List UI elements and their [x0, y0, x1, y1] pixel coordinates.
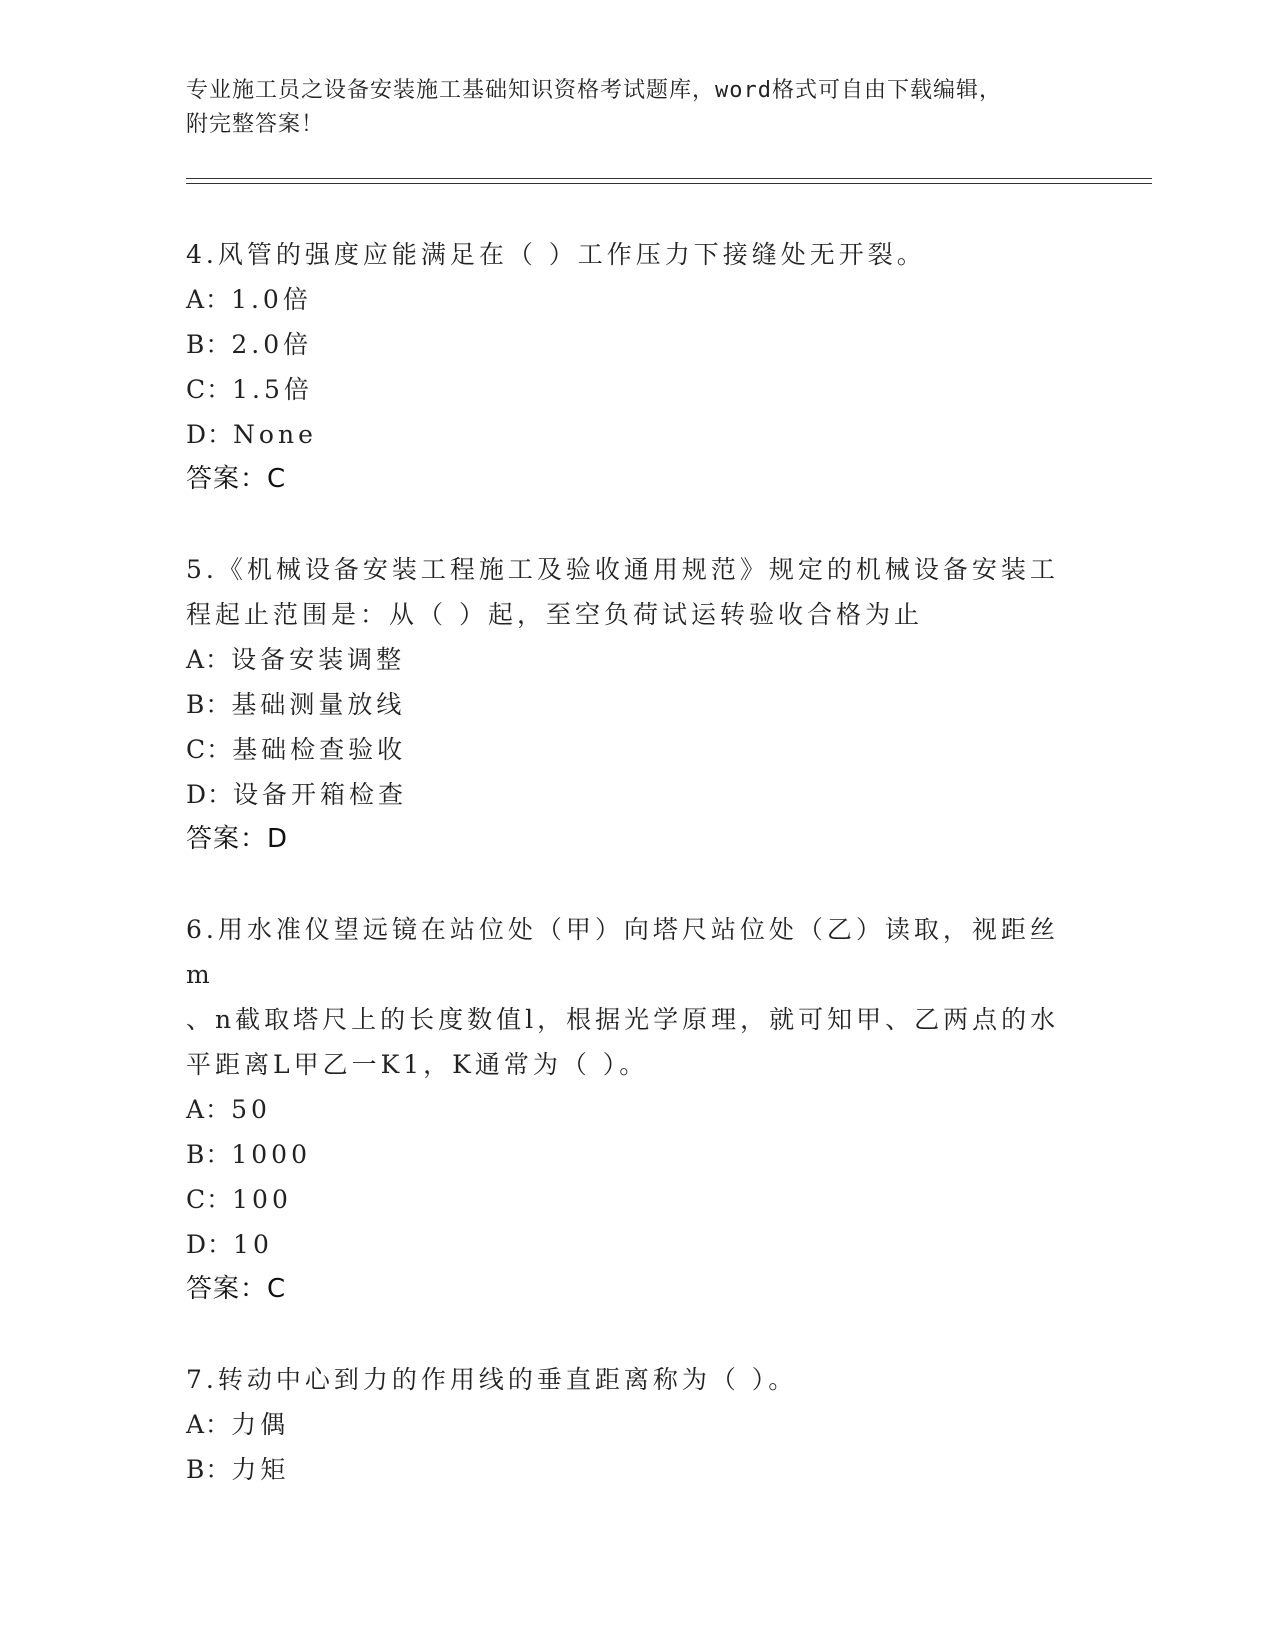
option-text: 1.5倍 — [232, 375, 313, 404]
option-letter: B： — [186, 330, 232, 359]
option-text: 设备安装调整 — [231, 645, 406, 674]
question-7 — [186, 1357, 1086, 1492]
option-text: None — [233, 420, 317, 449]
option-letter: C： — [186, 1185, 233, 1214]
answer-line: 答案：C — [186, 1274, 287, 1304]
option-a — [186, 1087, 1086, 1132]
option-a — [186, 277, 1086, 322]
header-line-1: 专业施工员之设备安装施工基础知识资格考试题库，word格式可自由下载编辑， — [186, 78, 1002, 103]
question-stem: 7.转动中心到力的作用线的垂直距离称为（ ）。 — [186, 1365, 798, 1394]
answer-line: 答案：C — [186, 464, 287, 494]
option-text: 基础测量放线 — [231, 690, 406, 719]
answer-line: 答案：D — [186, 824, 289, 854]
option-text: 基础检查验收 — [232, 735, 407, 764]
option-c — [186, 1177, 1086, 1222]
option-letter: D： — [186, 1230, 234, 1259]
question-stem-line-2: 、n截取塔尺上的长度数值l，根据光学原理，就可知甲、乙两点的水 — [186, 1005, 1060, 1034]
option-d — [186, 1222, 1086, 1267]
option-letter: D： — [186, 420, 234, 449]
question-stem-line-2: 程起止范围是：从（ ）起，至空负荷试运转验收合格为止 — [186, 600, 923, 629]
header-divider-bottom — [186, 183, 1152, 184]
option-letter: B： — [186, 690, 232, 719]
option-text: 力偶 — [231, 1410, 290, 1439]
option-text: 50 — [231, 1095, 271, 1124]
question-5 — [186, 547, 1086, 862]
option-text: 100 — [232, 1185, 292, 1214]
question-list — [186, 232, 1086, 1537]
option-text: 1000 — [231, 1140, 311, 1169]
option-text: 1.0倍 — [231, 285, 312, 314]
question-stem-line-3: 平距离L甲乙一K1，K通常为（ ）。 — [186, 1050, 649, 1079]
option-a — [186, 637, 1086, 682]
question-stem-line-1: 5.《机械设备安装工程施工及验收通用规范》规定的机械设备安装工 — [186, 555, 1059, 584]
option-a — [186, 1402, 1086, 1447]
header-divider-top — [186, 178, 1152, 179]
option-b — [186, 1447, 1086, 1492]
option-b — [186, 1132, 1086, 1177]
document-header — [186, 74, 1086, 142]
question-6 — [186, 907, 1086, 1312]
option-d — [186, 772, 1086, 817]
option-letter: B： — [186, 1140, 232, 1169]
option-b — [186, 682, 1086, 727]
option-text: 10 — [233, 1230, 273, 1259]
option-letter: D： — [186, 780, 234, 809]
option-letter: A： — [186, 1095, 232, 1124]
option-letter: A： — [186, 285, 232, 314]
question-stem-line-1: 6.用水准仪望远镜在站位处（甲）向塔尺站位处（乙）读取，视距丝m — [186, 915, 1059, 989]
option-text: 力矩 — [231, 1455, 290, 1484]
option-letter: C： — [186, 375, 233, 404]
option-d — [186, 412, 1086, 457]
option-letter: A： — [186, 1410, 232, 1439]
option-b — [186, 322, 1086, 367]
header-line-2: 附完整答案！ — [186, 112, 325, 137]
option-letter: C： — [186, 735, 233, 764]
option-text: 设备开箱检查 — [233, 780, 408, 809]
option-c — [186, 727, 1086, 772]
question-4 — [186, 232, 1086, 502]
option-letter: A： — [186, 645, 232, 674]
option-text: 2.0倍 — [231, 330, 313, 359]
option-c — [186, 367, 1086, 412]
option-letter: B： — [186, 1455, 232, 1484]
question-stem: 4.风管的强度应能满足在（ ）工作压力下接缝处无开裂。 — [186, 240, 926, 269]
